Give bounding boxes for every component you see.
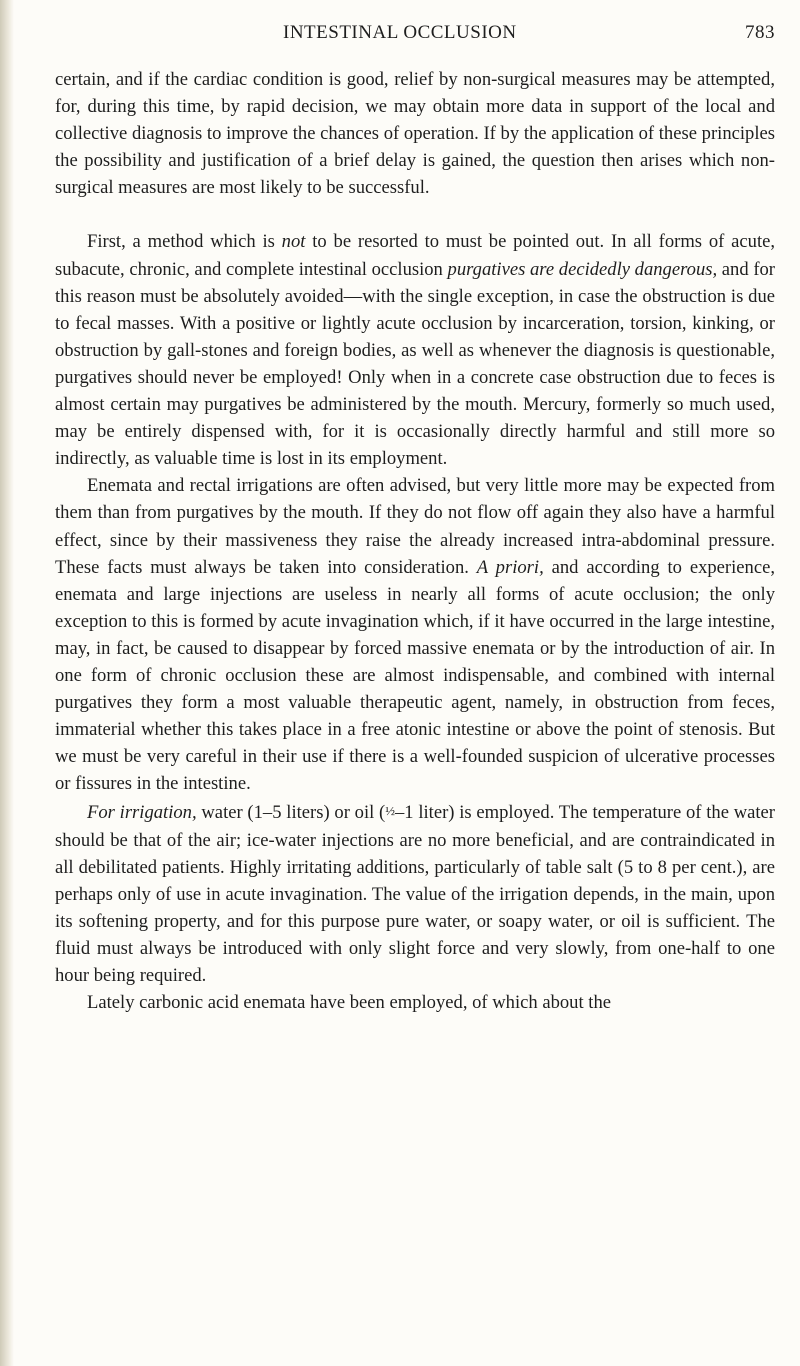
chapter-title: INTESTINAL OCCLUSION: [283, 22, 517, 43]
paragraph-1: certain, and if the cardiac condition is good, relief by non-surgical measures may be attempted, for, during this time, by rapid decision, we may obtain more data in support of the local and collective diagnosis to improve the chances of operation. If by the application of these principles the possibility and justification of a brief delay is gained, the question then arises which non-surgical measures are most likely to be successful.: [55, 69, 775, 199]
p3-text-b: and according to experience, enemata and large injections are useless in nearly all forms of acute occlusion; the only exception to this is formed by acute invagination which, if it have occurred in the large intestine, may, in fact, be caused to disappear by forced massive enemata or by the introduction of air. In one form of chronic occlusion these are almost indispensable, and combined with internal purgatives they form a most valuable therapeutic agent, namely, in obstruction from feces, immaterial whether this takes place in a free atonic intestine or above the point of stenosis. But we must be very careful in their use if there is a well-founded suspicion of ulcerative processes or fissures in the intestine.: [55, 556, 775, 795]
p2-text-c: and for this reason must be absolutely avoided—with the single exception, in case the obstruction is due to fecal masses. With a positive or lightly acute occlusion by incarceration, torsion, kinking, or obstruction by gall-stones and foreign bodies, as well as whenever the diagnosis is questionable, purgatives should never be employed! Only when in a concrete case obstruction due to feces is almost certain may purgatives be administered by the mouth. Mercury, formerly so much used, may be entirely dispensed with, for it is occasionally directly harmful and still more so indirectly, as valuable time is lost in its employment.: [55, 258, 776, 470]
p2-text-a: First, a method which is: [87, 231, 282, 253]
body-text: [55, 66, 775, 1016]
paragraph-5: Lately carbonic acid enemata have been employed, of which about the: [87, 992, 612, 1014]
p4-lead-irrigation: For irrigation,: [87, 802, 197, 824]
paragraph-4: [55, 797, 775, 989]
page-edge-shadow: [0, 0, 14, 1366]
paragraph-3: [55, 472, 775, 797]
page-number: 783: [745, 22, 775, 43]
p4-text-a: water (1–5 liters) or oil (: [196, 802, 386, 824]
book-page: [55, 22, 775, 1016]
p2-emphasis-purgatives: purgatives are decidedly dangerous,: [447, 258, 718, 280]
p4-fraction-half: ½: [385, 803, 395, 819]
p3-emphasis-apriori: A priori,: [476, 556, 544, 578]
running-head: [55, 22, 775, 56]
p2-text-b: to be resorted to must be pointed out. In all forms of acute, subacute, chronic, and complete intestinal occlusion: [55, 231, 776, 280]
paragraph-2: [55, 228, 775, 472]
p3-text-a: Enemata and rectal irrigations are often advised, but very little more may be expected from them than from purgatives by the mouth. If they do not flow off again they also have a harmful effect, since by their massiveness they raise the already increased intra-abdominal pressure. These facts must always be taken into consideration.: [55, 475, 775, 578]
p2-emphasis-not: not: [281, 231, 306, 253]
p4-text-b: –1 liter) is employed. The temperature of the water should be that of the air; ice-water injections are no more beneficial, and are contraindicated in all debilitated patients. Highly irritating additions, particularly of table salt (5 to 8 per cent.), are perhaps only of use in acute invagination. The value of the irrigation depends, in the main, upon its softening property, and for this purpose pure water, or soapy water, or oil is sufficient. The fluid must always be introduced with only slight force and very slowly, from one-half to one hour being required.: [55, 802, 775, 986]
